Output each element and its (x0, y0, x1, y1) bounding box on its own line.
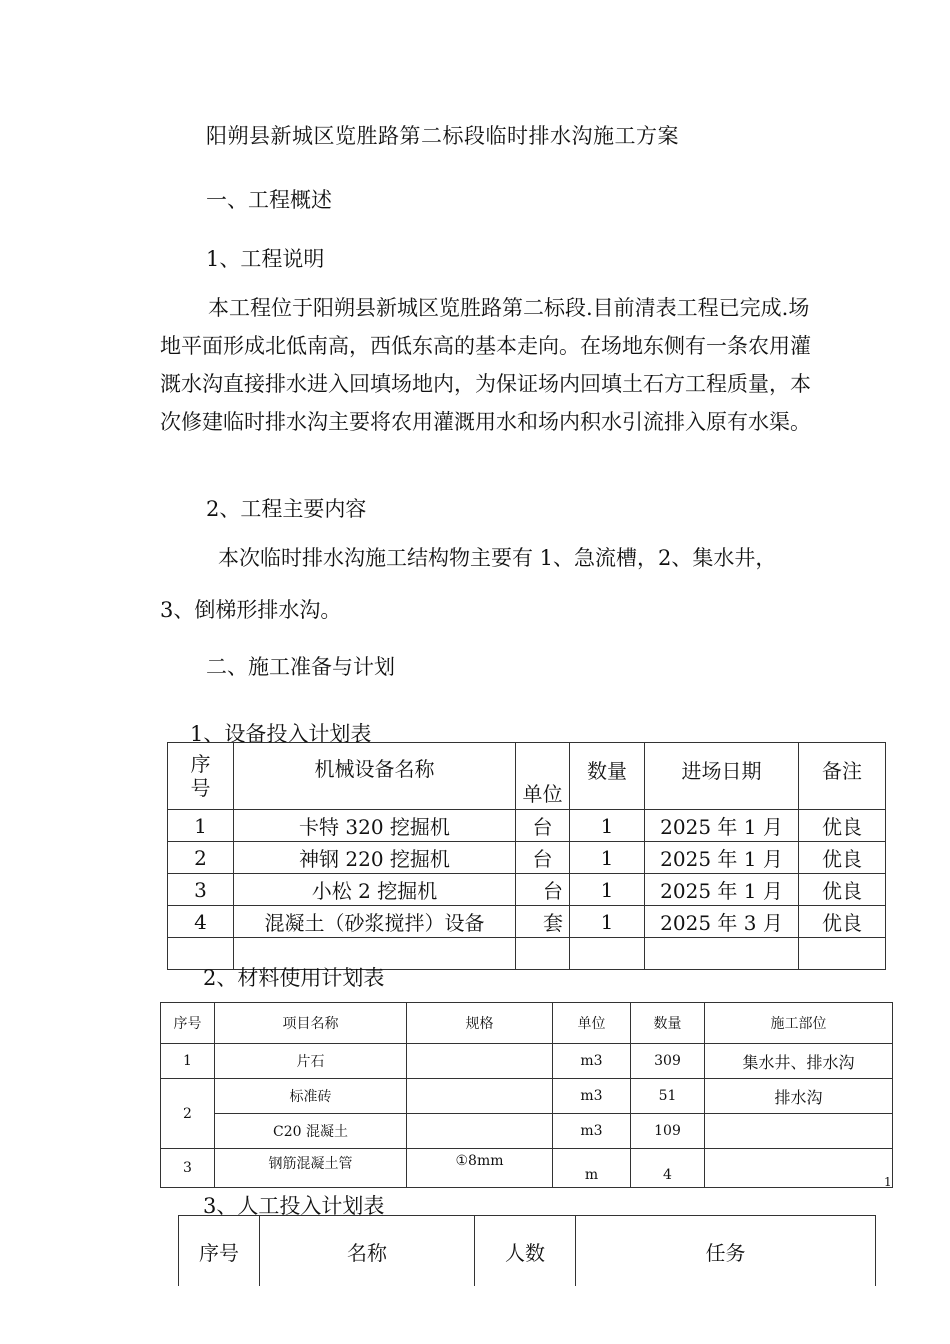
equipment-table (167, 742, 886, 970)
cell-unit: m3 (553, 1114, 631, 1149)
cell-seq: 1 (161, 1044, 215, 1079)
header-note: 备注 (799, 743, 886, 810)
section-heading-preparation: 二、施工准备与计划 (206, 655, 395, 679)
cell-qty: 1 (570, 874, 645, 906)
cell-unit: 套 (516, 906, 570, 938)
cell-seq: 3 (161, 1149, 215, 1188)
table-header-row (179, 1216, 876, 1287)
labor-table (178, 1215, 876, 1286)
table-row (161, 1149, 893, 1188)
cell-part: 集水井、排水沟 (705, 1044, 893, 1079)
cell-spec: ①8mm (407, 1149, 553, 1188)
cell-unit: m3 (553, 1079, 631, 1114)
paragraph-line: 次修建临时排水沟主要将农用灌溉用水和场内积水引流排入原有水渠。 (160, 410, 811, 434)
cell-spec (407, 1079, 553, 1114)
cell-note: 优良 (799, 874, 886, 906)
cell-unit: 台 (516, 874, 570, 906)
cell-seq: 2 (168, 842, 234, 874)
table-row (168, 906, 886, 938)
header-name: 机械设备名称 (234, 743, 516, 810)
cell-date: 2025 年 3 月 (645, 906, 799, 938)
cell-name: 卡特 320 挖掘机 (234, 810, 516, 842)
cell-date (645, 938, 799, 970)
cell-name: 钢筋混凝土管 (215, 1149, 407, 1188)
cell-name: C20 混凝土 (215, 1114, 407, 1149)
cell-spec (407, 1044, 553, 1079)
paragraph-line: 溉水沟直接排水进入回填场地内，为保证场内回填土石方工程质量，本 (160, 372, 811, 396)
cell-qty: 4 (631, 1149, 705, 1188)
header-spec: 规格 (407, 1003, 553, 1044)
table-header-row (168, 743, 886, 810)
description-paragraph (160, 289, 900, 441)
subsection-heading-main-content: 2、工程主要内容 (206, 497, 367, 521)
document-title: 阳朔县新城区览胜路第二标段临时排水沟施工方案 (206, 124, 679, 148)
cell-part (705, 1149, 893, 1188)
cell-name: 混凝土（砂浆搅拌）设备 (234, 906, 516, 938)
table-row (161, 1114, 893, 1149)
cell-qty: 1 (570, 906, 645, 938)
cell-qty: 309 (631, 1044, 705, 1079)
cell-seq: 2 (161, 1079, 215, 1149)
cell-note: 优良 (799, 906, 886, 938)
cell-part (705, 1114, 893, 1149)
cell-date: 2025 年 1 月 (645, 874, 799, 906)
cell-spec (407, 1114, 553, 1149)
header-qty: 数量 (631, 1003, 705, 1044)
cell-qty: 1 (570, 842, 645, 874)
cell-qty: 1 (570, 810, 645, 842)
table-row (168, 810, 886, 842)
header-seq: 序 号 (168, 743, 234, 810)
cell-note: 优良 (799, 810, 886, 842)
header-name: 项目名称 (215, 1003, 407, 1044)
materials-table (160, 1002, 893, 1188)
cell-name: 片石 (215, 1044, 407, 1079)
cell-date: 2025 年 1 月 (645, 810, 799, 842)
header-part: 施工部位 (705, 1003, 893, 1044)
cell-name: 神钢 220 挖掘机 (234, 842, 516, 874)
cell-note: 优良 (799, 842, 886, 874)
paragraph-line: 本工程位于阳朔县新城区览胜路第二标段.目前清表工程已完成.场 (208, 296, 810, 320)
subsection-heading-description: 1、工程说明 (206, 247, 325, 271)
table-row (161, 1044, 893, 1079)
table-row (161, 1079, 893, 1114)
page-number: 1 (884, 1175, 892, 1189)
cell-seq: 1 (168, 810, 234, 842)
cell-note (799, 938, 886, 970)
cell-unit: m (553, 1149, 631, 1188)
table-row (168, 842, 886, 874)
cell-unit: m3 (553, 1044, 631, 1079)
header-seq: 序号 (179, 1216, 260, 1287)
header-qty: 数量 (570, 743, 645, 810)
header-count: 人数 (475, 1216, 576, 1287)
cell-seq: 3 (168, 874, 234, 906)
main-content-paragraph (160, 539, 900, 629)
header-name: 名称 (260, 1216, 475, 1287)
header-task: 任务 (576, 1216, 876, 1287)
cell-unit: 台 (516, 810, 570, 842)
paragraph-line: 3、倒梯形排水沟。 (160, 598, 342, 622)
table-caption-equipment: 1、设备投入计划表 (190, 722, 372, 746)
table-row (168, 874, 886, 906)
table-caption-labor: 3、人工投入计划表 (203, 1194, 385, 1218)
cell-name: 小松 2 挖掘机 (234, 874, 516, 906)
header-seq: 序号 (161, 1003, 215, 1044)
header-date: 进场日期 (645, 743, 799, 810)
paragraph-line: 本次临时排水沟施工结构物主要有 1、急流槽，2、集水井， (218, 546, 777, 570)
cell-seq: 4 (168, 906, 234, 938)
header-unit: 单位 (516, 743, 570, 810)
cell-unit: 台 (516, 842, 570, 874)
cell-date: 2025 年 1 月 (645, 842, 799, 874)
header-unit: 单位 (553, 1003, 631, 1044)
table-header-row (161, 1003, 893, 1044)
table-caption-materials: 2、材料使用计划表 (203, 966, 385, 990)
paragraph-line: 地平面形成北低南高，西低东高的基本走向。在场地东侧有一条农用灌 (160, 334, 811, 358)
cell-unit (516, 938, 570, 970)
cell-name: 标准砖 (215, 1079, 407, 1114)
cell-qty: 51 (631, 1079, 705, 1114)
cell-qty (570, 938, 645, 970)
cell-qty: 109 (631, 1114, 705, 1149)
section-heading-overview: 一、工程概述 (206, 188, 332, 212)
cell-part: 排水沟 (705, 1079, 893, 1114)
